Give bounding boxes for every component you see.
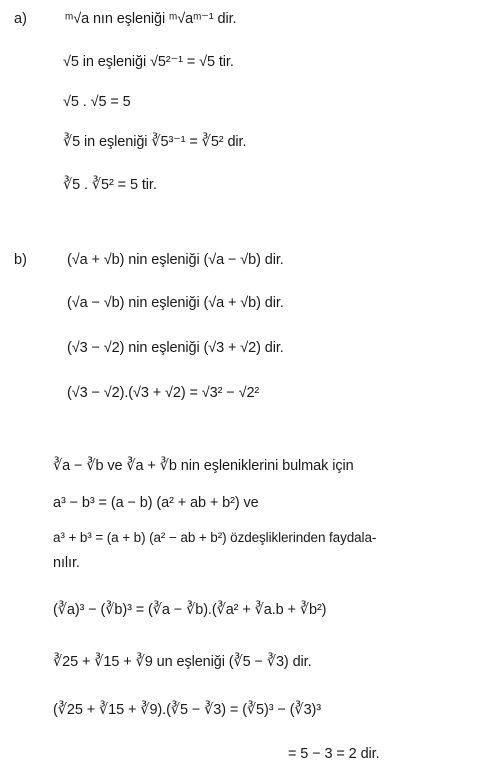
explanation-line-1: ∛a − ∛b ve ∛a + ∛b nin eşleniklerini bulmak için (53, 458, 354, 474)
explanation-line-4: nılır. (53, 555, 80, 571)
section-b-line-1: (√a + √b) nin eşleniği (√a − √b) dir. (67, 252, 284, 268)
result-line: = 5 − 3 = 2 dir. (288, 746, 380, 762)
explanation-line-2: a³ − b³ = (a − b) (a² + ab + b²) ve (53, 495, 259, 511)
section-b-line-2: (√a − √b) nin eşleniği (√a + √b) dir. (67, 295, 284, 311)
section-a-line-3: √5 . √5 = 5 (63, 94, 131, 110)
explanation-line-3: a³ + b³ = (a + b) (a² − ab + b²) özdeşliklerinden faydala- (53, 530, 377, 545)
identity-formula: (∛a)³ − (∛b)³ = (∛a − ∛b).(∛a² + ∛a.b + ∛b²) (53, 602, 327, 618)
section-a-line-1: ᵐ√a nın eşleniği ᵐ√aᵐ⁻¹ dir. (65, 11, 237, 27)
section-a-line-4: ∛5 in eşleniği ∛5³⁻¹ = ∛5² dir. (63, 134, 247, 150)
section-a-label: a) (14, 11, 27, 27)
section-b-label: b) (14, 252, 27, 268)
product-formula: (∛25 + ∛15 + ∛9).(∛5 − ∛3) = (∛5)³ − (∛3)³ (53, 702, 321, 718)
section-a-line-5: ∛5 . ∛5² = 5 tir. (63, 177, 157, 193)
section-b-line-4: (√3 − √2).(√3 + √2) = √3² − √2² (67, 385, 260, 401)
section-a-line-2: √5 in eşleniği √5²⁻¹ = √5 tir. (63, 54, 234, 70)
section-b-line-3: (√3 − √2) nin eşleniği (√3 + √2) dir. (67, 340, 284, 356)
conjugate-statement: ∛25 + ∛15 + ∛9 un eşleniği (∛5 − ∛3) dir. (53, 654, 312, 670)
